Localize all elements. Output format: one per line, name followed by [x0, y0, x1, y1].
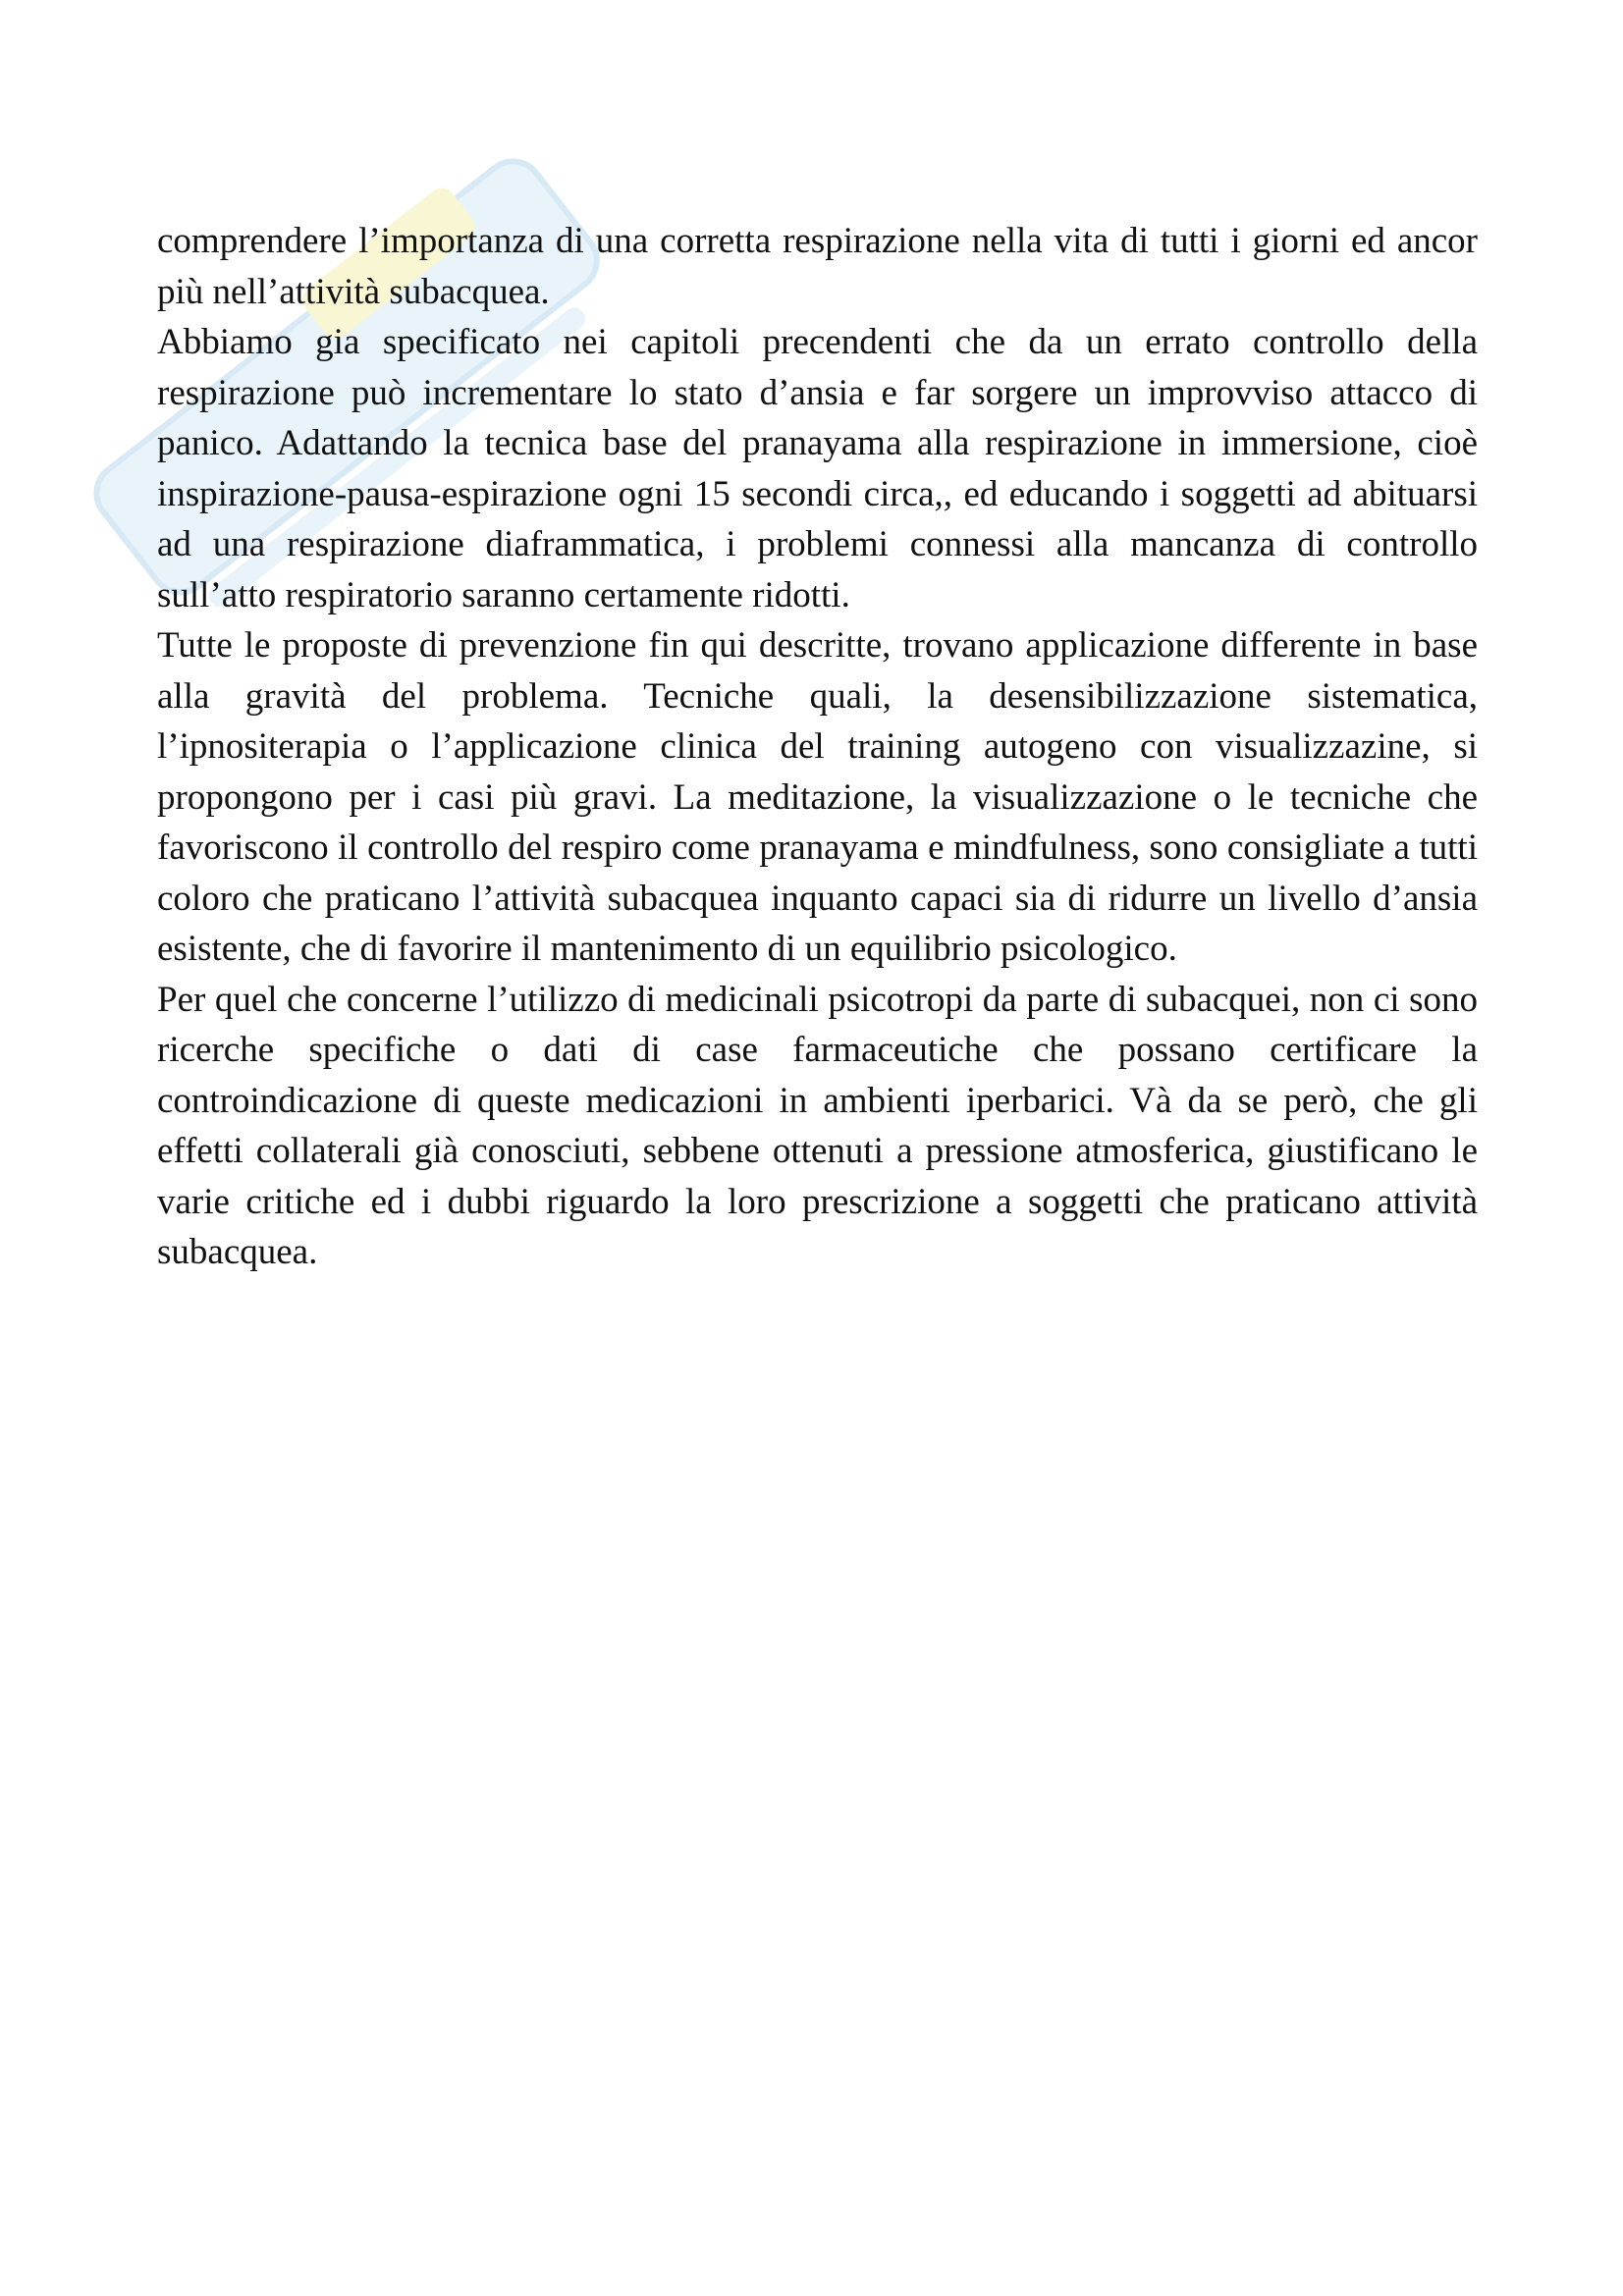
paragraph-4: Per quel che concerne l’utilizzo di medicinali psicotropi da parte di subacquei, non ci sono ricerche specifiche o dati di case farmaceutiche che possano certificare la controindicazione di queste medicazioni in ambienti iperbarici. Và da se però, che gli effetti collaterali già conosciuti, sebbene ottenuti a pressione atmosferica, giustificano le varie critiche ed i dubbi riguardo la loro prescrizione a soggetti che praticano attività subacquea.	[157, 979, 1478, 1272]
paragraph-1: comprendere l’importanza di una corretta respirazione nella vita di tutti i giorni ed ancor più nell’attività subacquea.	[157, 221, 1478, 312]
document-body	[157, 216, 1478, 1278]
paragraph-3: Tutte le proposte di prevenzione fin qui descritte, trovano applicazione differente in base alla gravità del problema. Tecniche quali, la desensibilizzazione sistematica, l’ipnositerapia o l’applicazione clinica del training autogeno con visualizzazine, si propongono per i casi più gravi. La meditazione, la visualizzazione o le tecniche che favoriscono il controllo del respiro come pranayama e mindfulness, sono consigliate a tutti coloro che praticano l’attività subacquea inquanto capaci sia di ridurre un livello d’ansia esistente, che di favorire il mantenimento di un equilibrio psicologico.	[157, 625, 1478, 969]
paragraph-2: Abbiamo gia specificato nei capitoli precendenti che da un errato controllo della respirazione può incrementare lo stato d’ansia e far sorgere un improvviso attacco di panico. Adattando la tecnica base del pranayama alla respirazione in immersione, cioè inspirazione-pausa-espirazione ogni 15 secondi circa,, ed educando i soggetti ad abituarsi ad una respirazione diaframmatica, i problemi connessi alla mancanza di controllo sull’atto respiratorio saranno certamente ridotti.	[157, 322, 1478, 615]
